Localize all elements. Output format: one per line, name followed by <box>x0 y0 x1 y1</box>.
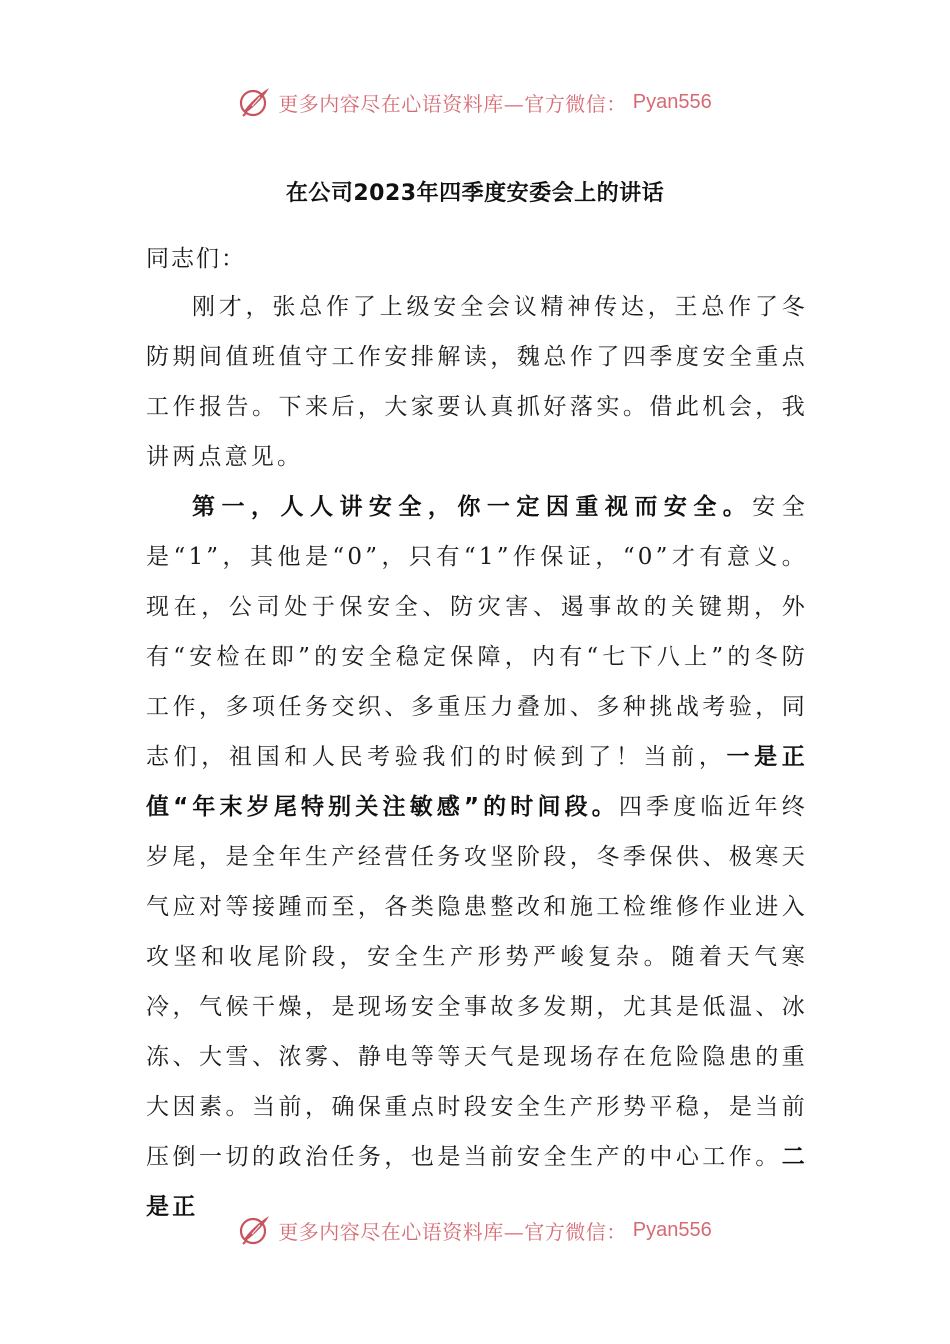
section-one-heading: 第一，人人讲安全，你一定因重视而安全。 <box>192 494 753 520</box>
salutation: 同志们： <box>146 246 246 272</box>
point-one-heading: 一是正值“年末岁尾特别关注敏感”的时间段。 <box>146 744 809 820</box>
document-body <box>146 282 808 1232</box>
wechat-id: Pyan556 <box>632 90 712 113</box>
document-title: 在公司2023年四季度安委会上的讲话 <box>285 181 665 206</box>
quill-pen-logo-icon <box>238 1213 272 1247</box>
brand-banner-footer <box>238 1213 711 1247</box>
paragraph-1-text: 刚才，张总作了上级安全会议精神传达，王总作了冬防期间值班值守工作安排解读，魏总作了四季度安全重点工作报告。下来后，大家要认真抓好落实。借此机会，我讲两点意见。 <box>146 294 808 470</box>
paragraph-2-text-2: 四季度临近年终岁尾，是全年生产经营任务攻坚阶段，冬季保供、极寒天气应对等接踵而至，各类隐患整改和施工检维修作业进入攻坚和收尾阶段，安全生产形势严峻复杂。随着天气寒冷，气候干燥，是现场安全事故多发期，尤其是低温、冰冻、大雪、浓雾、静电等等天气是现场存在危险隐患的重大因素。当前，确保重点时段安全生产形势平稳，是当前压倒一切的政治任务，也是当前安全生产的中心工作。 <box>146 794 808 1170</box>
brand-text: 更多内容尽在心语资料库—官方微信： <box>278 91 627 116</box>
paragraph-2-text-1: 安全是“1”，其他是“0”，只有“1”作保证，“0”才有意义。现在，公司处于保安全、防灾害、遏事故的关键期，外有“安检在即”的安全稳定保障，内有“七下八上”的冬防工作，多项任务交织、多重压力叠加、多种挑战考验，同志们，祖国和人民考验我们的时候到了！当前， <box>146 494 808 770</box>
brand-text-footer: 更多内容尽在心语资料库—官方微信： <box>278 1219 627 1244</box>
page-header <box>0 82 950 122</box>
page-footer <box>0 1210 950 1250</box>
wechat-id-footer: Pyan556 <box>632 1218 712 1241</box>
paragraph-2 <box>146 482 808 1232</box>
paragraph-1 <box>146 282 808 482</box>
brand-banner <box>238 85 711 119</box>
point-two-heading: 二是正 <box>146 1144 808 1220</box>
quill-pen-logo-icon <box>238 85 272 119</box>
